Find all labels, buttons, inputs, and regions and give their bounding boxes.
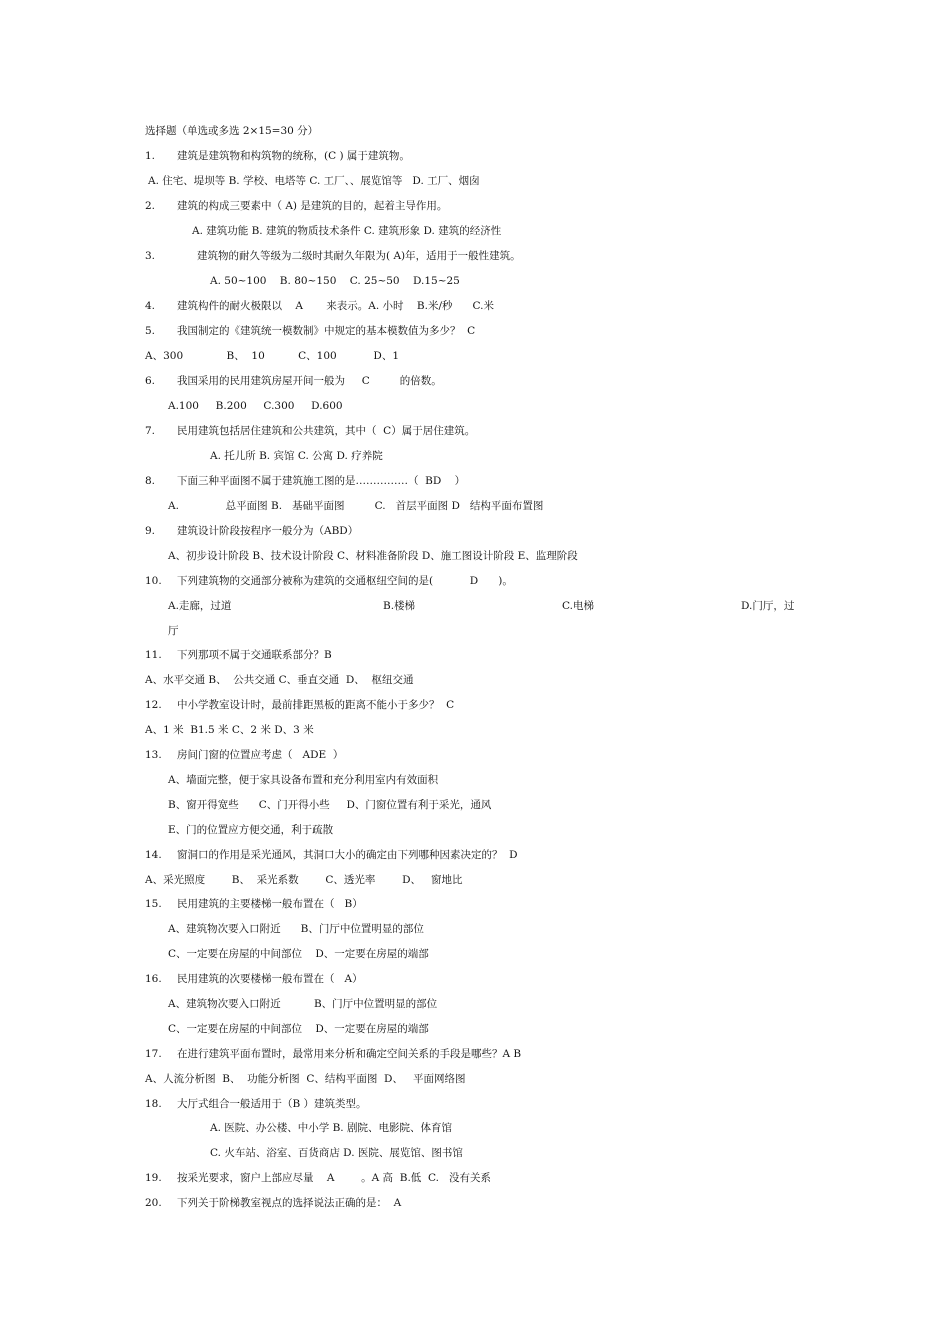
question-5 (145, 324, 475, 338)
question-text: 下列关于阶梯教室视点的选择说法正确的是： A (177, 1197, 402, 1209)
question-number: 2. (145, 200, 156, 212)
question-text: 下面三种平面图不属于建筑施工图的是……………（ BD ） (177, 475, 466, 487)
question-number: 19. (145, 1172, 162, 1184)
question-number: 6. (145, 375, 156, 387)
question-number: 17. (145, 1048, 162, 1060)
question-number: 7. (145, 425, 156, 437)
question-text: 我国采用的民用建筑房屋开间一般为 C 的倍数。 (177, 375, 442, 387)
question-13-option-a: A、墙面完整，便于家具设备布置和充分利用室内有效面积 (168, 774, 439, 786)
question-text: 在进行建筑平面布置时，最常用来分析和确定空间关系的手段是哪些？A B (177, 1048, 522, 1060)
question-text: 民用建筑的主要楼梯一般布置在（ B） (177, 898, 363, 910)
question-number: 1. (145, 150, 156, 162)
question-18 (145, 1097, 367, 1111)
question-text: 按采光要求，窗户上部应尽量 A 。A 高 B.低 C. 没有关系 (177, 1172, 491, 1184)
question-16-options-ab: A、建筑物次要入口附近 B、门厅中位置明显的部位 (168, 998, 438, 1010)
option-b: B.楼梯 (383, 600, 416, 612)
question-13-option-bcd: B、窗开得宽些 C、门开得小些 D、门窗位置有利于采光，通风 (168, 799, 492, 811)
question-14 (145, 848, 518, 862)
question-9 (145, 524, 358, 538)
question-15-options-cd: C、一定要在房屋的中间部位 D、一定要在房屋的端部 (168, 948, 429, 960)
question-6 (145, 374, 442, 388)
question-text: 我国制定的《建筑统一模数制》中规定的基本模数值为多少？ C (177, 325, 476, 337)
option-a: A.走廊，过道 (168, 600, 232, 612)
question-17-options: A、人流分析图 B、 功能分析图 C、结构平面图 D、 平面网络图 (145, 1073, 466, 1085)
question-15-options-ab: A、建筑物次要入口附近 B、门厅中位置明显的部位 (168, 923, 424, 935)
question-3 (145, 249, 521, 263)
question-number: 10. (145, 575, 162, 587)
question-2 (145, 199, 447, 213)
question-text: 建筑构件的耐火极限以 A 来表示。A. 小时 B.米/秒 C.米 (177, 300, 495, 312)
question-text: 下列建筑物的交通部分被称为建筑的交通枢纽空间的是( D )。 (177, 575, 513, 587)
question-12-options: A、1 米 B1.5 米 C、2 米 D、3 米 (145, 724, 314, 736)
question-18-options-cd: C. 火车站、浴室、百货商店 D. 医院、展览馆、图书馆 (210, 1147, 463, 1159)
option-d: D.门厅，过 (741, 600, 795, 612)
question-number: 3. (145, 250, 156, 262)
question-10 (145, 574, 513, 588)
question-18-options-ab: A. 医院、办公楼、中小学 B. 剧院、电影院、体育馆 (210, 1122, 452, 1134)
question-1 (145, 149, 410, 163)
question-number: 20. (145, 1197, 162, 1209)
question-14-options: A、采光照度 B、 采光系数 C、透光率 D、 窗地比 (145, 874, 463, 886)
option-c: C.电梯 (562, 600, 594, 612)
question-11-options: A、水平交通 B、 公共交通 C、垂直交通 D、 枢纽交通 (145, 674, 414, 686)
question-number: 15. (145, 898, 162, 910)
question-13-option-e: E、门的位置应方便交通，利于疏散 (168, 824, 334, 836)
question-text: 建筑是建筑物和构筑物的统称，(C ) 属于建筑物。 (177, 150, 410, 162)
question-5-options: A、300 B、 10 C、100 D、1 (145, 350, 400, 362)
question-text: 民用建筑的次要楼梯一般布置在（ A） (177, 973, 363, 985)
question-text: 建筑的构成三要素中（ A) 是建筑的目的，起着主导作用。 (177, 200, 448, 212)
question-text: 房间门窗的位置应考虑（ ADE ） (177, 749, 344, 761)
question-3-options: A. 50~100 B. 80~150 C. 25~50 D.15~25 (210, 275, 460, 287)
question-12 (145, 698, 454, 712)
question-15 (145, 897, 363, 911)
question-4 (145, 299, 494, 313)
question-text: 建筑设计阶段按程序一般分为（ABD） (177, 525, 359, 537)
option-d-continued: 厅 (168, 625, 179, 637)
question-9-options: A、初步设计阶段 B、技术设计阶段 C、材料准备阶段 D、施工图设计阶段 E、监理阶段 (168, 550, 578, 562)
question-text: 大厅式组合一般适用于（B ）建筑类型。 (177, 1098, 367, 1110)
question-text: 民用建筑包括居住建筑和公共建筑，其中（ C）属于居住建筑。 (177, 425, 476, 437)
question-7-options: A. 托儿所 B. 宾馆 C. 公寓 D. 疗养院 (210, 450, 383, 462)
question-number: 14. (145, 849, 162, 861)
section-title: 选择题（单选或多选 2×15=30 分） (145, 125, 319, 137)
question-11 (145, 648, 332, 662)
question-13 (145, 748, 343, 762)
question-number: 13. (145, 749, 162, 761)
question-text: 窗洞口的作用是采光通风，其洞口大小的确定由下列哪种因素决定的？ D (177, 849, 518, 861)
question-17 (145, 1047, 521, 1061)
question-6-options: A.100 B.200 C.300 D.600 (168, 400, 343, 412)
question-number: 18. (145, 1098, 162, 1110)
question-19 (145, 1171, 491, 1185)
question-number: 12. (145, 699, 162, 711)
question-number: 4. (145, 300, 156, 312)
question-8-options: A. 总平面图 B. 基础平面图 C. 首层平面图 D 结构平面布置图 (168, 500, 544, 512)
question-16-options-cd: C、一定要在房屋的中间部位 D、一定要在房屋的端部 (168, 1023, 429, 1035)
question-text: 下列那项不属于交通联系部分？B (177, 649, 332, 661)
question-20 (145, 1196, 401, 1210)
question-text: 中小学教室设计时，最前排距黑板的距离不能小于多少？ C (177, 699, 455, 711)
question-2-options: A. 建筑功能 B. 建筑的物质技术条件 C. 建筑形象 D. 建筑的经济性 (192, 225, 502, 237)
question-8 (145, 474, 465, 488)
question-7 (145, 424, 475, 438)
question-number: 9. (145, 525, 156, 537)
question-text: 建筑物的耐久等级为二级时其耐久年限为( A)年，适用于一般性建筑。 (177, 250, 521, 262)
question-number: 11. (145, 649, 162, 661)
question-1-options: A. 住宅、堤坝等 B. 学校、电塔等 C. 工厂、、展览馆等 D. 工厂、烟囱 (148, 175, 480, 187)
question-number: 16. (145, 973, 162, 985)
question-number: 5. (145, 325, 156, 337)
question-16 (145, 972, 363, 986)
question-number: 8. (145, 475, 156, 487)
